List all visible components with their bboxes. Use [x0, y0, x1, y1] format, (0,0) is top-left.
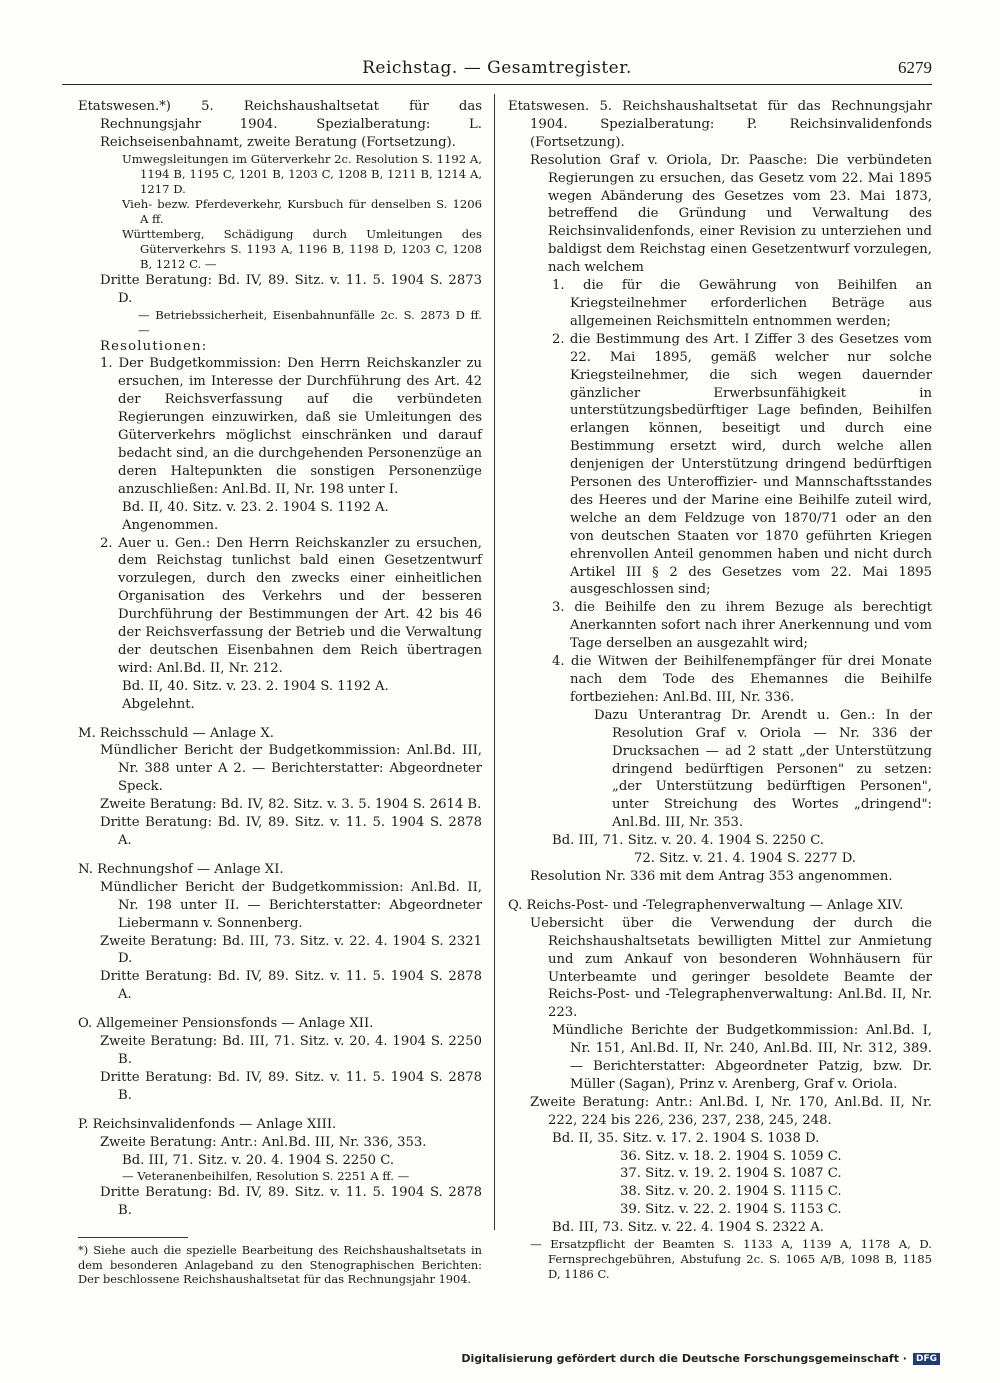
- right-column: [508, 98, 932, 1282]
- entry-line: Bd. II, 40. Sitz. v. 23. 2. 1904 S. 1192 A.: [122, 499, 389, 515]
- entry-line: Dritte Beratung: Bd. IV, 89. Sitz. v. 11. 5. 1904 S. 2878 B.: [100, 1185, 482, 1219]
- session-ref: Bd. II, 35. Sitz. v. 17. 2. 1904 S. 1038 D.: [552, 1130, 820, 1146]
- section-heading: N. Rechnungshof — Anlage XI.: [78, 861, 284, 877]
- session-ref: Bd. III, 73. Sitz. v. 22. 4. 1904 S. 2322 A.: [552, 1220, 824, 1236]
- session-ref: 36. Sitz. v. 18. 2. 1904 S. 1059 C.: [620, 1148, 842, 1164]
- entry-line: Mündlicher Bericht der Budgetkommission: Anl.Bd. III, Nr. 388 unter A 2. — Berichterstatter: Abgeordneter Speck.: [100, 743, 482, 795]
- session-ref: 39. Sitz. v. 22. 2. 1904 S. 1153 C.: [620, 1202, 842, 1218]
- entry-line: Uebersicht über die Verwendung der durch die Reichshaushaltsetats bewilligten Mittel zur Anmietung und zum Ankauf von besonderen Wohnhäusern für Unterbeamte und geringer besoldete Beamte der Reichs-Post- und -Telegraphenverwaltung: Anl.Bd. II, Nr. 223.: [530, 915, 932, 1021]
- session-ref: 38. Sitz. v. 20. 2. 1904 S. 1115 C.: [620, 1184, 842, 1200]
- entry-line: Dritte Beratung: Bd. IV, 89. Sitz. v. 11. 5. 1904 S. 2878 B.: [100, 1069, 482, 1103]
- entry-line: Bd. III, 71. Sitz. v. 20. 4. 1904 S. 2250 C.: [122, 1152, 395, 1168]
- entry-subitem: Umwegsleitungen im Güterverkehr 2c. Resolution S. 1192 A, 1194 B, 1195 C, 1201 B, 1203 C, 1208 B, 1211 B, 1214 A, 1217 D.: [122, 151, 482, 196]
- entry-line: Bd. III, 71. Sitz. v. 20. 4. 1904 S. 2250 C.: [552, 833, 825, 849]
- resolution-item: 2. die Bestimmung des Art. I Ziffer 3 des Gesetzes vom 22. Mai 1895, gemäß welcher nur solche Kriegsteilnehmer, die sich wegen dauernder gänzlicher Erwerbsunfähigkeit in unterstützungsbedürftiger Lage befinden, Beihilfen erlangen können, beseitigt und durch eine Bestimmung ersetzt wird, durch welche allen denjenigen der Unterstützung dringend bedürftigen Personen des Unteroffizier- und Mannschaftsstandes des Heeres und der Marine eine Beihilfe zuteil wird, welche an dem Feldzuge von 1870/71 oder an den von deutschen Staaten vor 1870 geführten Kriegen ehrenvollen Anteil genommen haben und nicht durch Artikel III § 2 des Gesetzes vom 22. Mai 1895 ausgeschlossen sind;: [552, 331, 932, 598]
- entry-subitem: — Betriebssicherheit, Eisenbahnunfälle 2c. S. 2873 D ff. —: [138, 307, 482, 337]
- page-header: [62, 58, 932, 85]
- session-ref: 37. Sitz. v. 19. 2. 1904 S. 1087 C.: [620, 1166, 842, 1182]
- entry-line: 72. Sitz. v. 21. 4. 1904 S. 2277 D.: [634, 851, 857, 867]
- resolution-item: 3. die Beihilfe den zu ihrem Bezuge als berechtigt Anerkannten sofort nach ihrer Anerkennung und vom Tage derselben an ausgezahlt wird;: [552, 600, 932, 652]
- footnote-rule: [78, 1237, 188, 1238]
- page-number: 6279: [898, 58, 932, 77]
- dfg-logo: DFG: [913, 1353, 940, 1365]
- entry-subitem: Vieh- bezw. Pferdeverkehr, Kursbuch für denselben S. 1206 A ff.: [122, 196, 482, 226]
- entry-line: Dritte Beratung: Bd. IV, 89. Sitz. v. 11. 5. 1904 S. 2878 A.: [100, 815, 482, 848]
- entry-line: Zweite Beratung: Antr.: Anl.Bd. III, Nr. 336, 353.: [100, 1134, 427, 1150]
- entry-line: Abgelehnt.: [122, 696, 195, 712]
- entry-heading: Etatswesen. 5. Reichshaushaltsetat für das Rechnungsjahr 1904. Spezialberatung: P. Reichsinvalidenfonds (Fortsetzung).: [508, 99, 932, 150]
- column-rule: [494, 94, 495, 1230]
- resolution-item: 4. die Witwen der Beihilfenempfänger für drei Monate nach dem Tode des Ehemannes die Beihilfe fortbeziehen: Anl.Bd. III, Nr. 336.: [552, 654, 932, 705]
- resolution-item: 2. Auer u. Gen.: Den Herrn Reichskanzler zu ersuchen, dem Reichstag tunlichst bald einen Gesetzentwurf vorzulegen, durch den zwecks einer einheitlichen Organisation des Verkehrs und der besseren Durchführung der Bestimmungen der Art. 42 bis 46 der Reichsverfassung der Betrieb und die Verwaltung der deutschen Eisenbahnen dem Reich übertragen wird: Anl.Bd. II, Nr. 212.: [100, 535, 482, 676]
- digitization-credit: [461, 1352, 940, 1365]
- section-heading: M. Reichsschuld — Anlage X.: [78, 725, 274, 741]
- section-heading: O. Allgemeiner Pensionsfonds — Anlage XII.: [78, 1016, 374, 1032]
- entry-line: Dritte Beratung: Bd. IV, 89. Sitz. v. 11. 5. 1904 S. 2873 D.: [100, 272, 482, 306]
- entry-line: Resolution Nr. 336 mit dem Antrag 353 angenommen.: [530, 868, 893, 884]
- section-heading: P. Reichsinvalidenfonds — Anlage XIII.: [78, 1116, 337, 1132]
- entry-subitem: Württemberg, Schädigung durch Umleitungen des Güterverkehrs S. 1193 A, 1196 B, 1198 D, 1203 C, 1208 B, 1212 C. —: [122, 226, 482, 271]
- resolution-item: 1. Der Budgetkommission: Den Herrn Reichskanzler zu ersuchen, im Interesse der Durchführung des Art. 42 der Reichsverfassung auf die verbündeten Regierungen einzuwirken, daß sie Umleitungen des Güterverkehrs möglichst einschränken und darauf bedacht sind, an die durchgehenden Personenzüge an deren Haltepunkten die sonstigen Personenzüge anzuschließen: Anl.Bd. II, Nr. 198 unter I.: [100, 356, 482, 497]
- entry-heading: Etatswesen.*) 5. Reichshaushaltsetat für das Rechnungsjahr 1904. Spezialberatung: L. Reichseisenbahnamt, zweite Beratung (Fortsetzung).: [78, 99, 482, 150]
- sub-motion: Dazu Unterantrag Dr. Arendt u. Gen.: In der Resolution Graf v. Oriola — Nr. 336 der Drucksachen — ad 2 statt „der Unterstützung dringend bedürftigen Personen" zu setzen: „der Unterstützung bedürftigen Personen", unter Streichung des Wortes „dringend": Anl.Bd. III, Nr. 353.: [594, 707, 932, 831]
- running-title: Reichstag. — Gesamtregister.: [362, 58, 632, 78]
- entry-line: Mündlicher Bericht der Budgetkommission: Anl.Bd. II, Nr. 198 unter II. — Berichterstatter: Abgeordneter Liebermann v. Sonnenberg.: [100, 879, 482, 931]
- entry-line: Zweite Beratung: Antr.: Anl.Bd. I, Nr. 170, Anl.Bd. II, Nr. 222, 224 bis 226, 236, 237, 238, 245, 248.: [530, 1094, 932, 1128]
- entry-line: Mündliche Berichte der Budgetkommission: Anl.Bd. I, Nr. 151, Anl.Bd. II, Nr. 240, Anl.Bd. III, Nr. 312, 389. — Berichterstatter: Abgeordneter Patzig, bzw. Dr. Müller (Sagan), Prinz v. Arenberg, Graf v. Oriola.: [552, 1023, 932, 1092]
- footnote: *) Siehe auch die spezielle Bearbeitung des Reichshaushaltsetats in dem besonderen Anlageband zu den Stenographischen Berichten: Der beschlossene Reichshaushaltsetat für das Rechnungsjahr 1904.: [78, 1243, 482, 1287]
- left-column: [78, 98, 482, 1220]
- entry-line: Bd. II, 40. Sitz. v. 23. 2. 1904 S. 1192 A.: [122, 678, 389, 694]
- resolution-text: Resolution Graf v. Oriola, Dr. Paasche: Die verbündeten Regierungen zu ersuchen, das Gesetz vom 22. Mai 1895 wegen Abänderung des Gesetzes vom 23. Mai 1873, betreffend die Gründung und Verwaltung des Reichsinvalidenfonds, einer Revision zu unterziehen und baldigst dem Reichstag einen Gesetzentwurf vorzulegen, nach welchem: [530, 152, 932, 276]
- entry-line: Angenommen.: [122, 517, 219, 533]
- entry-subitem: — Veteranenbeihilfen, Resolution S. 2251 A ff. —: [122, 1169, 410, 1184]
- entry-line: Zweite Beratung: Bd. III, 73. Sitz. v. 22. 4. 1904 S. 2321 D.: [100, 933, 482, 967]
- resolution-item: 1. die für die Gewährung von Beihilfen an Kriegsteilnehmer erforderlichen Beträge aus allgemeinen Reichsmitteln entnommen werden;: [552, 278, 932, 329]
- entry-line: Dritte Beratung: Bd. IV, 89. Sitz. v. 11. 5. 1904 S. 2878 A.: [100, 969, 482, 1003]
- credit-text: Digitalisierung gefördert durch die Deutsche Forschungsgemeinschaft ·: [461, 1352, 907, 1365]
- entry-line: Resolutionen:: [100, 338, 208, 354]
- entry-line: Zweite Beratung: Bd. IV, 82. Sitz. v. 3. 5. 1904 S. 2614 B.: [100, 797, 482, 813]
- entry-line: Zweite Beratung: Bd. III, 71. Sitz. v. 20. 4. 1904 S. 2250 B.: [100, 1034, 482, 1067]
- entry-subitem: — Ersatzpflicht der Beamten S. 1133 A, 1139 A, 1178 A, D. Fernsprechgebühren, Abstufung 2c. S. 1065 A/B, 1098 B, 1185 D, 1186 C.: [530, 1237, 932, 1282]
- section-heading: Q. Reichs-Post- und -Telegraphenverwaltung — Anlage XIV.: [508, 897, 904, 913]
